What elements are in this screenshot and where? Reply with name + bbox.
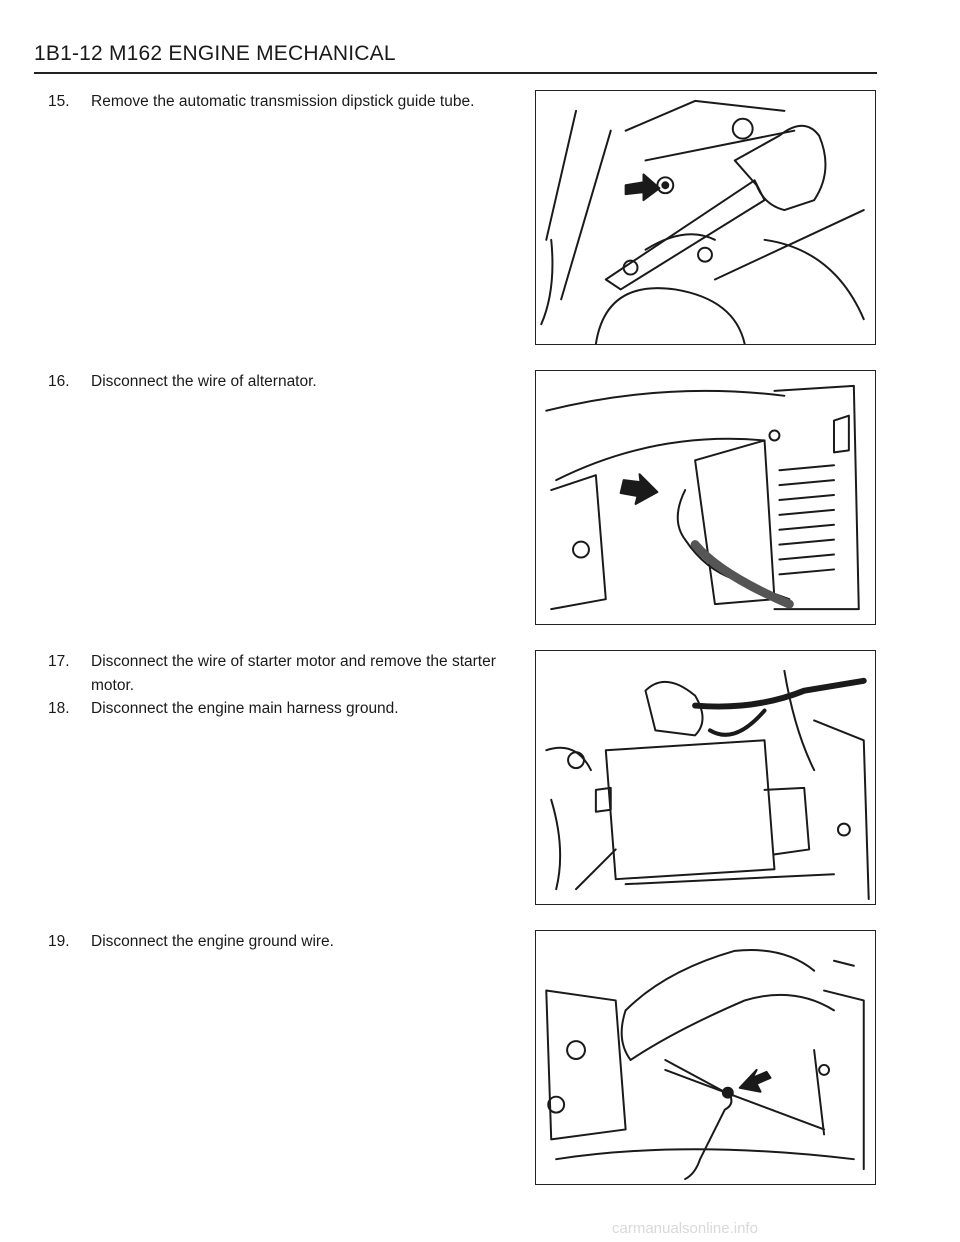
figure-dipstick-guide-tube xyxy=(535,90,876,345)
step-18 xyxy=(48,697,508,721)
step-number: 19. xyxy=(48,933,70,950)
figure-engine-ground-wire xyxy=(535,930,876,1185)
header-rule xyxy=(34,72,877,74)
step-15 xyxy=(48,90,508,114)
step-17 xyxy=(48,650,508,698)
watermark: carmanualsonline.info xyxy=(612,1220,758,1237)
step-19 xyxy=(48,930,508,954)
figure-starter-motor xyxy=(535,650,876,905)
step-number: 16. xyxy=(48,373,70,390)
step-number: 17. xyxy=(48,653,70,670)
step-text: Disconnect the engine ground wire. xyxy=(91,933,334,950)
step-text: Disconnect the wire of starter motor and remove the starter motor. xyxy=(91,653,496,694)
figure-alternator-wire xyxy=(535,370,876,625)
step-text: Disconnect the wire of alternator. xyxy=(91,373,317,390)
step-16 xyxy=(48,370,508,394)
page-header: 1B1-12 M162 ENGINE MECHANICAL xyxy=(34,42,396,65)
step-number: 15. xyxy=(48,93,70,110)
step-text: Disconnect the engine main harness ground. xyxy=(91,700,399,717)
step-text: Remove the automatic transmission dipstick guide tube. xyxy=(91,93,475,110)
step-number: 18. xyxy=(48,700,70,717)
